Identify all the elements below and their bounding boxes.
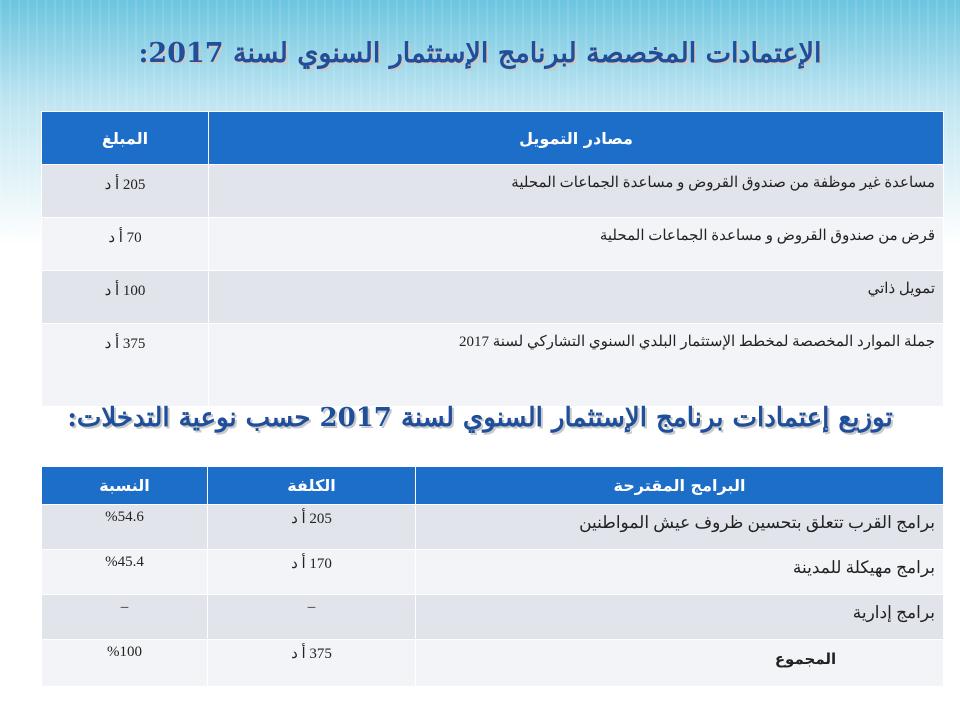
funding-sources-table [41, 111, 944, 407]
source-cell: تمويل ذاتي [209, 271, 944, 324]
program-cell: برامج إدارية [416, 595, 944, 640]
ratio-cell: %54.6 [42, 505, 208, 550]
programs-distribution-table [41, 466, 944, 687]
table-row [42, 165, 944, 218]
source-cell: مساعدة غير موظفة من صندوق القروض و مساعدة الجماعات المحلية [209, 165, 944, 218]
ratio-cell: %45.4 [42, 550, 208, 595]
cost-cell: 205 أ د [208, 505, 416, 550]
total-ratio: %100 [42, 640, 208, 687]
total-cost: 375 أ د [208, 640, 416, 687]
header-program: البرامج المقترحة [416, 467, 944, 505]
program-cell: برامج القرب تتعلق بتحسين ظروف عيش المواطنين [416, 505, 944, 550]
page-title: الإعتمادات المخصصة لبرنامج الإستثمار السنوي لسنة 2017: [138, 38, 822, 69]
table-row [42, 505, 944, 550]
amount-cell: 70 أ د [42, 218, 209, 271]
total-label: المجموع [416, 640, 944, 687]
table-row [42, 550, 944, 595]
table-header-row [42, 467, 944, 505]
table-row [42, 218, 944, 271]
table-row [42, 271, 944, 324]
program-cell: برامج مهيكلة للمدينة [416, 550, 944, 595]
header-ratio: النسبة [42, 467, 208, 505]
section-title: توزيع إعتمادات برنامج الإستثمار السنوي لسنة 2017 حسب نوعية التدخلات: [67, 403, 893, 433]
table-row [42, 324, 944, 407]
amount-cell: 375 أ د [42, 324, 209, 407]
cost-cell: 170 أ د [208, 550, 416, 595]
amount-cell: 205 أ د [42, 165, 209, 218]
source-cell: قرض من صندوق القروض و مساعدة الجماعات المحلية [209, 218, 944, 271]
cost-cell: – [208, 595, 416, 640]
header-cost: الكلفة [208, 467, 416, 505]
table-row [42, 595, 944, 640]
header-amount: المبلغ [42, 112, 209, 165]
source-cell: جملة الموارد المخصصة لمخطط الإستثمار البلدي السنوي التشاركي لسنة 2017 [209, 324, 944, 407]
amount-cell: 100 أ د [42, 271, 209, 324]
table-total-row [42, 640, 944, 687]
header-source: مصادر التمويل [209, 112, 944, 165]
ratio-cell: – [42, 595, 208, 640]
table-header-row [42, 112, 944, 165]
